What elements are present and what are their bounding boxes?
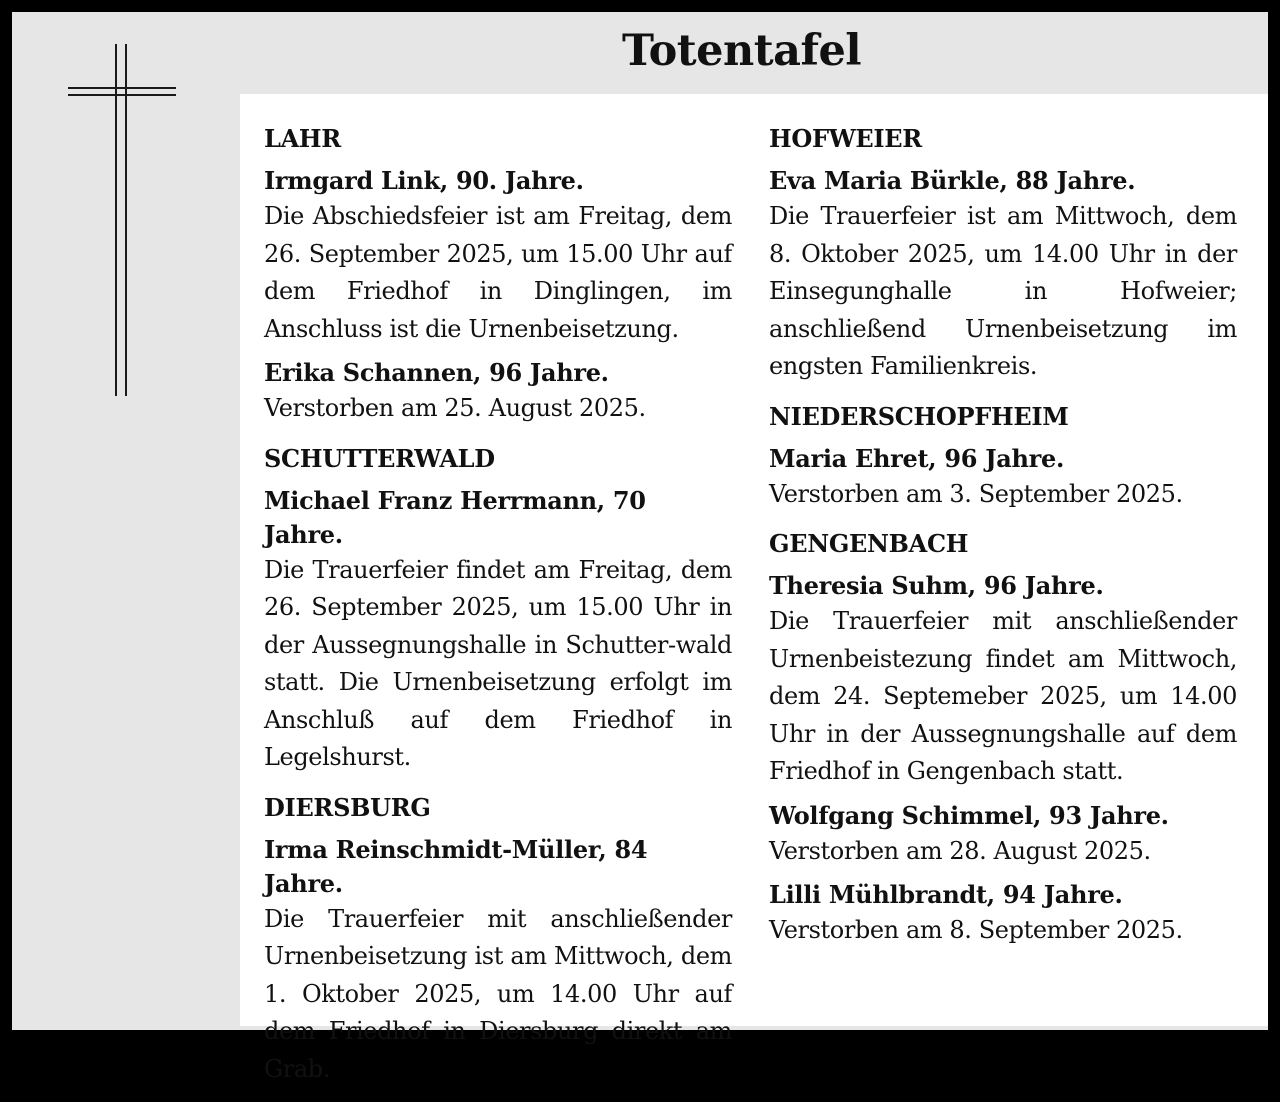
deceased-name: Irma Reinschmidt-Müller, 84 Jahre. (264, 834, 648, 898)
obituary-entry (769, 799, 1237, 871)
deceased-name: Michael Franz Herrmann, 70 Jahre. (264, 485, 646, 549)
deceased-name: Irmgard Link, 90. Jahre. (264, 166, 584, 195)
section-niederschopfheim (769, 400, 1237, 514)
ceremony-text: Die Trauerfeier mit anschließender Urnenbeisetzung ist am Mittwoch, dem 1. Oktober 2025, um 14.00 Uhr auf dem Friedhof in Diersburg direkt am Grab. (264, 904, 732, 1083)
cross-vertical-bar (125, 44, 127, 396)
obituary-entry (769, 878, 1237, 950)
obituary-entry (264, 484, 732, 777)
obituary-entry (264, 164, 732, 348)
right-column (769, 122, 1237, 964)
left-column (264, 122, 732, 1102)
place-heading: SCHUTTERWALD (264, 443, 495, 473)
section-hofweier (769, 122, 1237, 386)
section-schutterwald (264, 442, 732, 777)
obituary-frame (12, 12, 1268, 1083)
cross-horizontal-bar (68, 87, 176, 89)
obituary-entry (769, 442, 1237, 514)
place-heading: LAHR (264, 124, 341, 153)
place-heading: DIERSBURG (264, 792, 431, 822)
obituary-entry (264, 833, 732, 1089)
deceased-name: Maria Ehret, 96 Jahre. (769, 443, 1065, 473)
cross-vertical-bar (115, 44, 117, 396)
obituary-entry (769, 164, 1237, 386)
ceremony-text: Die Abschiedsfeier ist am Freitag, dem 26. September 2025, um 15.00 Uhr auf dem Friedhof in Dinglingen, im Anschluss ist die Urnenbeisetzung. (264, 202, 732, 343)
place-heading: HOFWEIER (769, 124, 922, 153)
ceremony-text: Verstorben am 25. August 2025. (264, 394, 646, 422)
deceased-name: Lilli Mühlbrandt, 94 Jahre. (769, 880, 1123, 909)
cross-horizontal-bar (68, 94, 176, 96)
ceremony-text: Verstorben am 3. September 2025. (769, 479, 1183, 508)
ceremony-text: Die Trauerfeier ist am Mittwoch, dem 8. Oktober 2025, um 14.00 Uhr in der Einsegunghalle in Hofweier; anschließend Urnenbeisetzung im engsten Familienkreis. (769, 202, 1237, 380)
deceased-name: Erika Schannen, 96 Jahre. (264, 358, 609, 387)
ceremony-text: Die Trauerfeier mit anschließender Urnenbeistezung findet am Mittwoch, dem 24. Septemeber 2025, um 14.00 Uhr in der Aussegnungshalle auf dem Friedhof in Gengenbach statt. (769, 607, 1237, 785)
section-gengenbach (769, 527, 1237, 950)
section-lahr (264, 122, 732, 428)
obituary-entry (769, 569, 1237, 791)
section-diersburg (264, 791, 732, 1089)
ceremony-text: Die Trauerfeier findet am Freitag, dem 26. September 2025, um 15.00 Uhr in der Aussegnungshalle in Schutter-wald statt. Die Urnenbeisetzung erfolgt im Anschluß auf dem Friedhof in Legelshurst. (264, 555, 732, 771)
deceased-name: Theresia Suhm, 96 Jahre. (769, 571, 1104, 600)
page-title: Totentafel (622, 26, 862, 76)
obituary-entry (264, 356, 732, 428)
obituary-panel (240, 94, 1268, 1083)
deceased-name: Eva Maria Bürkle, 88 Jahre. (769, 166, 1136, 195)
place-heading: GENGENBACH (769, 529, 969, 558)
ceremony-text: Verstorben am 8. September 2025. (769, 916, 1183, 944)
place-heading: NIEDERSCHOPFHEIM (769, 401, 1069, 431)
ceremony-text: Verstorben am 28. August 2025. (769, 836, 1151, 865)
deceased-name: Wolfgang Schimmel, 93 Jahre. (769, 800, 1169, 830)
